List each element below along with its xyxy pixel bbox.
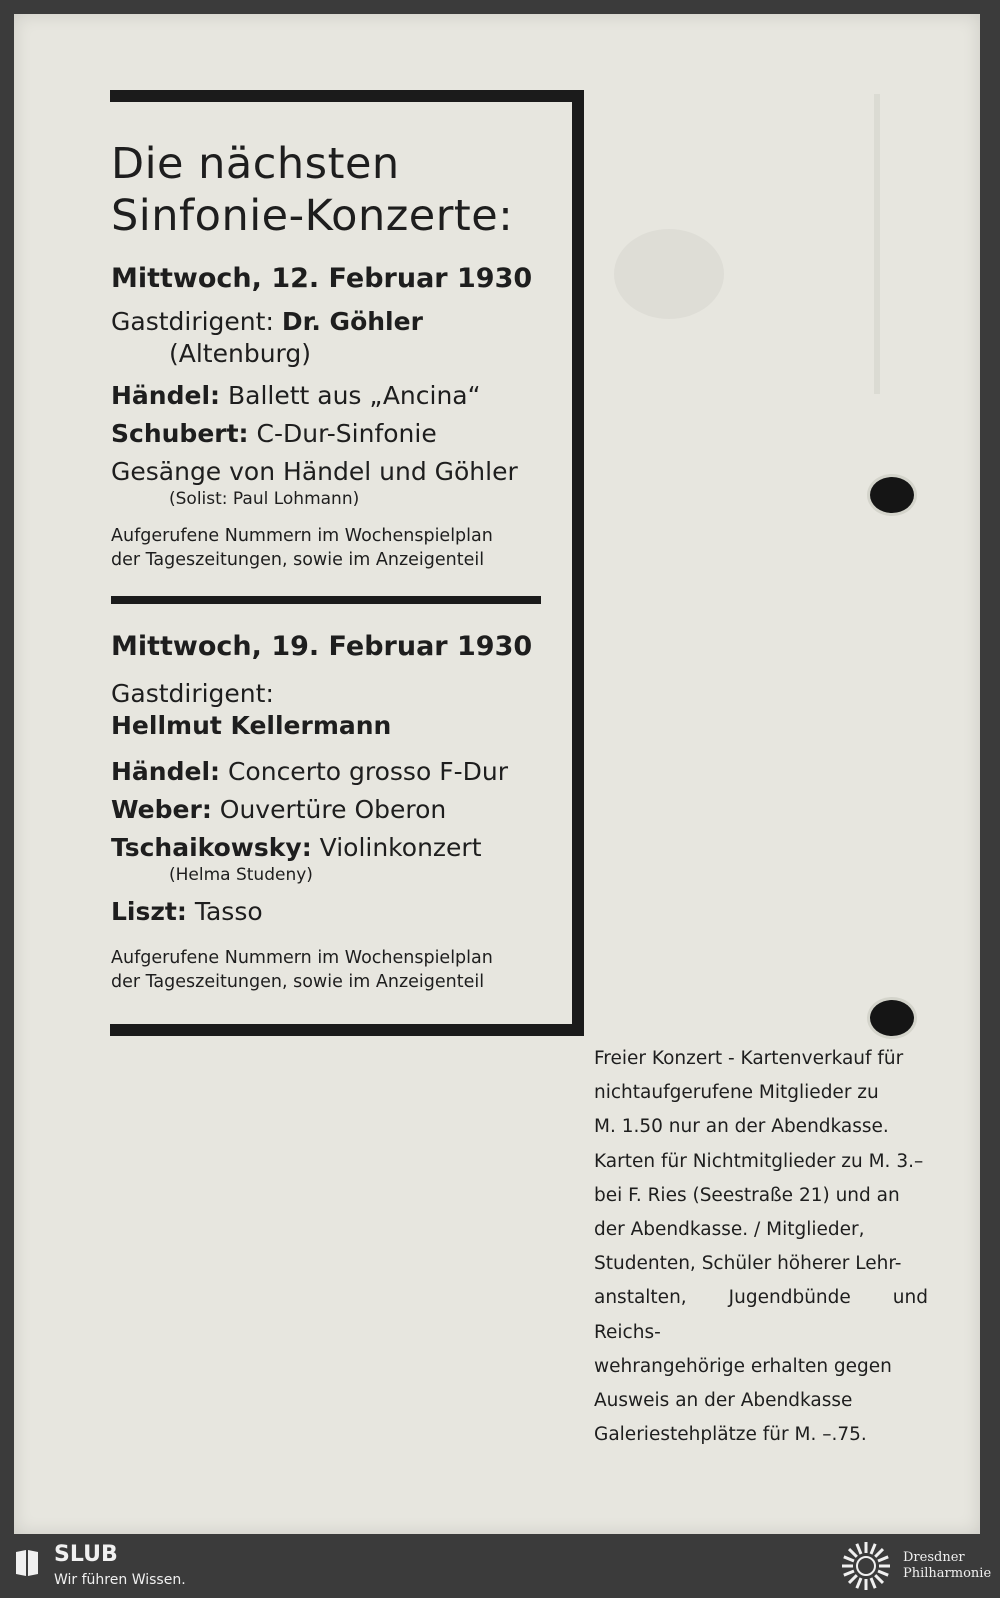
rosette-ray <box>857 1578 861 1588</box>
partner-logo-text[interactable] <box>903 1550 991 1582</box>
concert-2 <box>111 630 551 994</box>
sales-line: Ausweis an der Abendkasse <box>594 1390 853 1412</box>
concert-date: Mittwoch, 19. Februar 1930 <box>111 631 533 662</box>
sales-line: M. 1.50 nur an der Abendkasse. <box>594 1116 889 1138</box>
book-icon <box>14 1548 40 1578</box>
rosette-ray <box>844 1571 854 1575</box>
partner-line-2: Philharmonie <box>903 1566 992 1581</box>
composer: Weber: <box>111 795 212 824</box>
soloist: (Solist: Paul Lohmann) <box>169 489 360 509</box>
partner-line-1: Dresdner <box>903 1550 965 1565</box>
rosette-ray <box>849 1549 857 1557</box>
piece: Concerto grosso F-Dur <box>227 757 508 786</box>
program-note <box>111 524 551 572</box>
note-line: Aufgerufene Nummern im Wochenspielplan <box>111 948 493 968</box>
conductor <box>111 306 551 338</box>
piece: Ballett aus „Ancina“ <box>227 381 481 410</box>
composer: Schubert: <box>111 419 249 448</box>
slub-logo-text[interactable]: SLUB <box>54 1542 118 1567</box>
composer: Tschaikowsky: <box>111 833 312 862</box>
rosette-ray <box>875 1549 883 1557</box>
sales-line: Freier Konzert - Kartenverkauf für <box>594 1048 904 1069</box>
work-item <box>111 380 551 412</box>
conductor-label: Gastdirigent: <box>111 679 274 708</box>
piece: Violinkonzert <box>319 833 482 862</box>
work-item <box>111 756 551 788</box>
punch-hole-upper <box>870 477 914 513</box>
work-item <box>111 418 551 450</box>
title-line-2: Sinfonie-Konzerte: <box>111 191 514 241</box>
piece: C-Dur-Sinfonie <box>256 419 437 448</box>
conductor-name-text: Hellmut Kellermann <box>111 711 392 740</box>
concert-date: Mittwoch, 12. Februar 1930 <box>111 263 533 294</box>
sun-rosette-icon[interactable] <box>840 1540 892 1592</box>
sales-line: wehrangehörige erhalten gegen <box>594 1355 892 1377</box>
sales-line: Galeriestehplätze für M. –.75. <box>594 1424 867 1446</box>
rosette-ray <box>844 1557 854 1561</box>
punch-hole-lower <box>870 1000 914 1036</box>
bleed-through <box>874 94 910 394</box>
page-title <box>111 138 551 242</box>
songs-item: Gesänge von Händel und Göhler <box>111 457 518 486</box>
sales-line: Studenten, Schüler höherer Lehr- <box>594 1253 902 1275</box>
conductor-label: Gastdirigent: <box>111 307 274 336</box>
bleed-through <box>614 229 724 319</box>
soloist: (Helma Studeny) <box>169 865 313 885</box>
rosette-ray <box>857 1544 861 1554</box>
slub-tagline: Wir führen Wissen. <box>54 1572 186 1588</box>
rosette-ray <box>849 1575 857 1583</box>
footer-bar <box>0 1534 1000 1598</box>
sales-line: anstalten, Jugendbünde und Reichs- <box>594 1287 928 1343</box>
conductor-name <box>111 710 551 742</box>
composer: Liszt: <box>111 897 187 926</box>
note-line: Aufgerufene Nummern im Wochenspielplan <box>111 526 493 546</box>
sales-line: bei F. Ries (Seestraße 21) und an <box>594 1184 900 1206</box>
piece: Ouvertüre Oberon <box>219 795 447 824</box>
composer: Händel: <box>111 381 221 410</box>
rosette-ray <box>871 1544 875 1554</box>
section-divider <box>111 596 541 604</box>
rosette-ray <box>875 1575 883 1583</box>
work-item <box>111 896 551 928</box>
sales-line: der Abendkasse. / Mitglieder, <box>594 1219 865 1241</box>
sales-line: Karten für Nichtmitglieder zu M. 3.– <box>594 1150 924 1172</box>
ticket-sales-info <box>594 1042 928 1452</box>
concert-1 <box>111 262 551 572</box>
conductor-origin: (Altenburg) <box>169 339 312 368</box>
note-line: der Tageszeitungen, sowie im Anzeigenteil <box>111 972 485 992</box>
conductor-name: Dr. Göhler <box>281 307 423 336</box>
rosette-ray <box>878 1571 888 1575</box>
composer: Händel: <box>111 757 221 786</box>
note-line: der Tageszeitungen, sowie im Anzeigenteil <box>111 550 485 570</box>
sales-line: nichtaufgerufene Mitglieder zu <box>594 1082 879 1104</box>
rosette-ray <box>878 1557 888 1561</box>
program-content <box>111 138 551 994</box>
program-note <box>111 946 551 994</box>
title-line-1: Die nächsten <box>111 139 400 189</box>
piece: Tasso <box>194 897 263 926</box>
work-item <box>111 832 551 864</box>
rosette-ray <box>871 1578 875 1588</box>
work-item <box>111 794 551 826</box>
